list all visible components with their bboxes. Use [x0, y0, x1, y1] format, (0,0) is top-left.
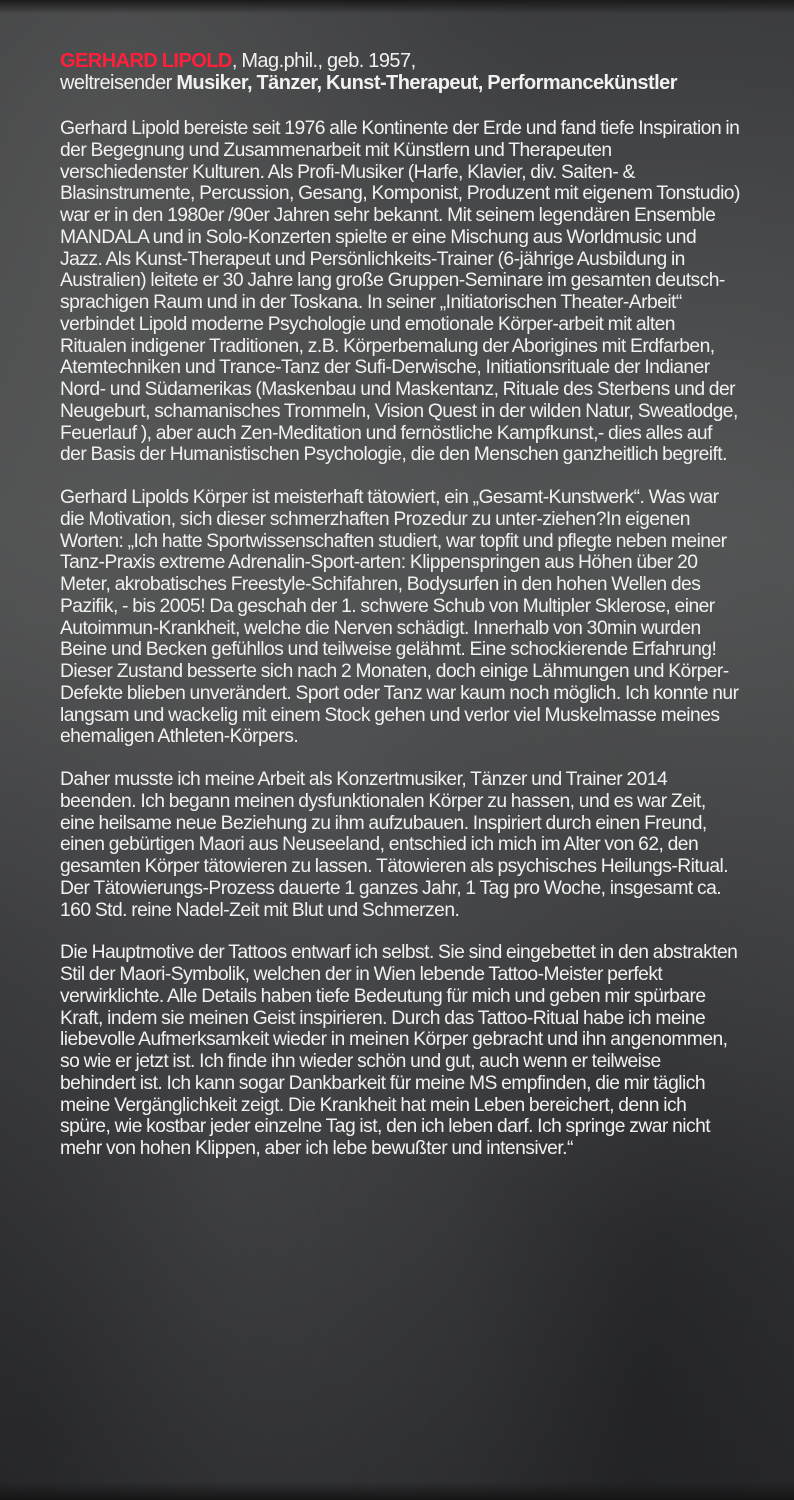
artist-credentials: , Mag.phil., geb. 1957, — [231, 50, 416, 72]
artist-roles: Musiker, Tänzer, Kunst-Therapeut, Performancekünstler — [176, 72, 677, 94]
biography-header — [60, 50, 740, 94]
paragraph-tattoo-motivation: Gerhard Lipolds Körper ist meisterhaft tätowiert, ein „Gesamt-Kunstwerk“. Was war die Motivation, sich dieser schmerzhaften Prozedur zu unter-ziehen?In eigenen Worten: „Ich hatte Sportwissenschaften studiert, war topfit und pflegte neben meiner Tanz-Praxis extreme Adrenalin-Sport-arten: Klippenspringen aus Höhen über 20 Meter, akrobatisches Freestyle-Schifahren, Bodysurfen in den hohen Wellen des Pazifik, - bis 2005! Da geschah der 1. schwere Schub von Multipler Sklerose, einer Autoimmun-Krankheit, welche die Nerven schädigt. Innerhalb von 30min wurden Beine und Becken gefühllos und teilweise gelähmt. Eine schockierende Erfahrung! Dieser Zustand besserte sich nach 2 Monaten, doch einige Lähmungen und Körper-Defekte blieben unverändert. Sport oder Tanz war kaum noch möglich. Ich konnte nur langsam und wackelig mit einem Stock gehen und verlor viel Muskelmasse meines ehemaligen Athleten-Körpers. — [60, 487, 739, 748]
roles-prefix: weltreisender — [60, 72, 177, 94]
paragraph-biography: Gerhard Lipold bereiste seit 1976 alle Kontinente der Erde und fand tiefe Inspiration in der Begegnung und Zusammenarbeit mit Künstlern und Therapeuten verschiedenster Kulturen. Als Profi-Musiker (Harfe, Klavier, div. Saiten- & Blasinstrumente, Percussion, Gesang, Komponist, Produzent mit eigenem Tonstudio) war er in den 1980er /90er Jahren sehr bekannt. Mit seinem legendären Ensemble MANDALA und in Solo-Konzerten spielte er eine Mischung aus Worldmusic und Jazz. Als Kunst-Therapeut und Persönlichkeits-Trainer (6-jährige Ausbildung in Australien) leitete er 30 Jahre lang große Gruppen-Seminare im gesamten deutsch-sprachigen Raum und in der Toskana. In seiner „Initiatorischen Theater-Arbeit“ verbindet Lipold moderne Psychologie und emotionale Körper-arbeit mit alten Ritualen indigener Traditionen, z.B. Körperbemalung der Aborigines mit Erdfarben, Atemtechniken und Trance-Tanz der Sufi-Derwische, Initiationsrituale der Indianer Nord- und Südamerikas (Maskenbau und Maskentanz, Rituale des Sterbens und der Neugeburt, schamanisches Trommeln, Vision Quest in der wilden Natur, Sweatlodge, Feuerlauf ), aber auch Zen-Meditation und fernöstliche Kampfkunst,- dies alles auf der Basis der Humanistischen Psychologie, die den Menschen ganzheitlich begreift. — [60, 118, 740, 466]
top-edge-shadow — [0, 0, 794, 14]
artist-name: GERHARD LIPOLD — [60, 50, 232, 72]
bottom-edge-shadow — [0, 1482, 794, 1500]
biography-text-block — [60, 50, 740, 1181]
paragraph-tattoo-process: Daher musste ich meine Arbeit als Konzertmusiker, Tänzer und Trainer 2014 beenden. Ich begann meinen dysfunktionalen Körper zu hassen, und es war Zeit, eine heilsame neue Beziehung zu ihm aufzubauen. Inspiriert durch einen Freund, einen gebürtigen Maori aus Neuseeland, entschied ich mich im Alter von 62, den gesamten Körper tätowieren zu lassen. Tätowieren als psychisches Heilungs-Ritual. Der Tätowierungs-Prozess dauerte 1 ganzes Jahr, 1 Tag pro Woche, insgesamt ca. 160 Std. reine Nadel-Zeit mit Blut und Schmerzen. — [60, 769, 729, 921]
paragraph-tattoo-meaning: Die Hauptmotive der Tattoos entwarf ich selbst. Sie sind eingebettet in den abstrakten Stil der Maori-Symbolik, welchen der in Wien lebende Tattoo-Meister perfekt verwirklichte. Alle Details haben tiefe Bedeutung für mich und geben mir spürbare Kraft, indem sie meinen Geist inspirieren. Durch das Tattoo-Ritual habe ich meine liebevolle Aufmerksamkeit wieder in meinen Körper gebracht und ihn angenommen, so wie er jetzt ist. Ich finde ihn wieder schön und gut, auch wenn er teilweise behindert ist. Ich kann sogar Dankbarkeit für meine MS empfinden, die mir täglich meine Vergänglichkeit zeigt. Die Krankheit hat mein Leben bereichert, denn ich spüre, wie kostbar jeder einzelne Tag ist, den ich leben darf. Ich springe zwar nicht mehr von hohen Klippen, aber ich lebe bewußter und intensiver.“ — [60, 942, 738, 1159]
